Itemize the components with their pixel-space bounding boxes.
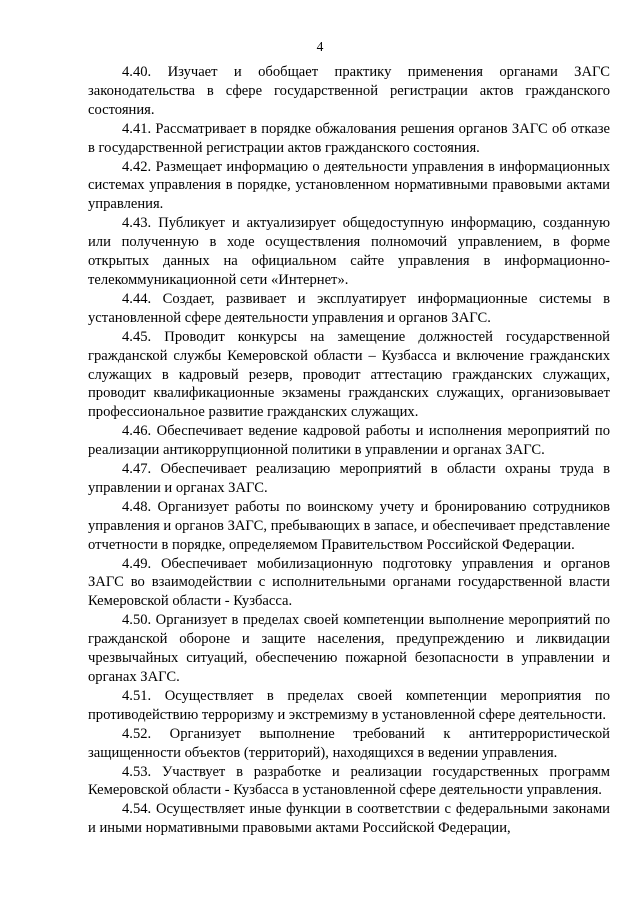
paragraph-4-43: 4.43. Публикует и актуализирует общедоступную информацию, созданную или полученную в ходе осуществления полномочий управлением, в форме открытых данных на официальном сайте управления в информационно-телекоммуникационной сети «Интернет».	[88, 215, 610, 288]
paragraph-4-44: 4.44. Создает, развивает и эксплуатирует информационные системы в установленной сфере деятельности управления и органов ЗАГС.	[88, 290, 610, 326]
document-body	[88, 63, 610, 838]
paragraph-4-50: 4.50. Организует в пределах своей компетенции выполнение мероприятий по гражданской обороне и защите населения, предупреждению и ликвидации чрезвычайных ситуаций, обеспечению пожарной безопасности в управлении и органах ЗАГС.	[88, 612, 610, 685]
page-number: 4	[316, 39, 324, 54]
paragraph-4-49: 4.49. Обеспечивает мобилизационную подготовку управления и органов ЗАГС во взаимодействии с исполнительными органами государственной власти Кемеровской области - Кузбасса.	[88, 555, 610, 610]
paragraph-4-51: 4.51. Осуществляет в пределах своей компетенции мероприятия по противодействию терроризму и экстремизму в установленной сфере деятельности.	[88, 687, 610, 723]
paragraph-4-41: 4.41. Рассматривает в порядке обжалования решения органов ЗАГС об отказе в государственной регистрации актов гражданского состояния.	[88, 120, 610, 156]
paragraph-4-48: 4.48. Организует работы по воинскому учету и бронированию сотрудников управления и органов ЗАГС, пребывающих в запасе, и обеспечивает представление отчетности в порядке, определяемом Правительством Российской Федерации.	[88, 498, 610, 553]
paragraph-4-45: 4.45. Проводит конкурсы на замещение должностей государственной гражданской службы Кемеровской области – Кузбасса и включение гражданских служащих в кадровый резерв, проводит аттестацию гражданских служащих, проводит квалификационные экзамены гражданских служащих, организовывает профессиональное развитие гражданских служащих.	[88, 328, 610, 421]
paragraph-4-53: 4.53. Участвует в разработке и реализации государственных программ Кемеровской области - Кузбасса в установленной сфере деятельности управления.	[88, 763, 610, 799]
paragraph-4-54: 4.54. Осуществляет иные функции в соответствии с федеральными законами и иными нормативными правовыми актами Российской Федерации,	[88, 801, 610, 837]
paragraph-4-42: 4.42. Размещает информацию о деятельности управления в информационных системах управления в порядке, установленном нормативными правовыми актами управления.	[88, 158, 610, 213]
paragraph-4-46: 4.46. Обеспечивает ведение кадровой работы и исполнения мероприятий по реализации антикоррупционной политики в управлении и органах ЗАГС.	[88, 423, 610, 459]
paragraph-4-40: 4.40. Изучает и обобщает практику применения органами ЗАГС законодательства в сфере государственной регистрации актов гражданского состояния.	[88, 64, 610, 118]
paragraph-4-47: 4.47. Обеспечивает реализацию мероприятий в области охраны труда в управлении и органах ЗАГС.	[88, 461, 610, 496]
paragraph-4-52: 4.52. Организует выполнение требований к антитеррористической защищенности объектов (территорий), находящихся в ведении управления.	[88, 725, 610, 761]
